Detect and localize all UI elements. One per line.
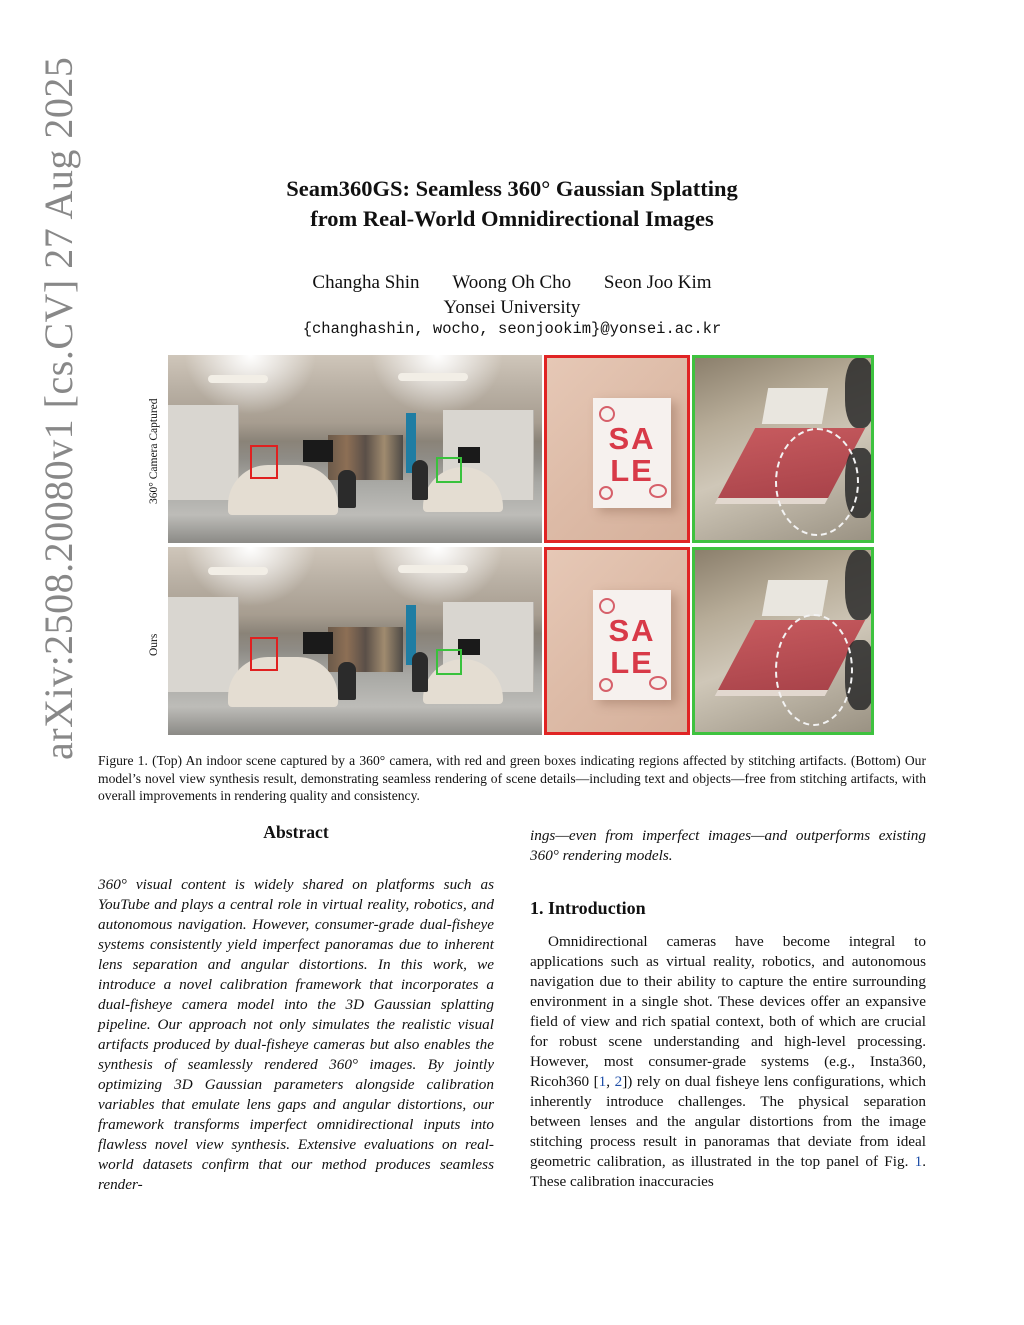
- row-label-top: 360° Camera Captured: [148, 398, 160, 504]
- figure-reference-link[interactable]: 1: [914, 1153, 923, 1170]
- artifact-box-red: [250, 445, 278, 479]
- title-line-2: from Real-World Omnidirectional Images: [310, 206, 714, 231]
- bag-text-line-2: LE: [610, 645, 654, 680]
- introduction-paragraph: [530, 932, 926, 1192]
- citation-separator: ,: [606, 1073, 615, 1090]
- abstract-heading: Abstract: [263, 822, 329, 842]
- arxiv-identifier: arXiv:2508.20080v1 [cs.CV] 27 Aug 2025: [36, 56, 81, 760]
- panorama-ours: [168, 547, 542, 735]
- author-1: Changha Shin: [312, 272, 420, 293]
- row-label-bottom: Ours: [148, 633, 160, 656]
- panorama-captured: [168, 355, 542, 543]
- bag-text-line-1: SA: [608, 421, 656, 456]
- title-line-1: Seam360GS: Seamless 360° Gaussian Splatting: [286, 176, 738, 201]
- region-ellipse: [775, 614, 853, 726]
- crop-green-captured: [692, 355, 874, 543]
- introduction-heading: 1. Introduction: [530, 898, 646, 918]
- crop-red-captured: [544, 355, 690, 543]
- artifact-ellipse: [775, 428, 859, 536]
- sale-bag: [593, 398, 671, 508]
- bag-text-line-1: SA: [608, 613, 656, 648]
- author-block: [0, 270, 1024, 320]
- region-box-red: [250, 637, 278, 671]
- author-names: [0, 270, 1024, 295]
- region-box-green: [436, 649, 462, 675]
- artifact-box-green: [436, 457, 462, 483]
- crop-red-ours: [544, 547, 690, 735]
- paper-title: [0, 174, 1024, 234]
- sale-bag: [593, 590, 671, 700]
- figure-caption: Figure 1. (Top) An indoor scene captured by a 360° camera, with red and green boxes indicating regions affected by stitching artifacts. (Bottom) Our model’s novel view synthesis result, demonstrating seamless rendering of scene details—including text and objects—free from stitching artifacts, with overall improvements in rendering quality and consistency.: [98, 753, 926, 804]
- author-email: {changhashin, wocho, seonjookim}@yonsei.ac.kr: [302, 320, 722, 338]
- bag-text-line-2: LE: [610, 453, 654, 488]
- intro-text-1: Omnidirectional cameras have become integral to applications such as virtual reality, robotics, and autonomous navigation due to their ability to capture the entire surrounding environment in a single shot. These devices offer an expansive field of view and rich spatial context, both of which are crucial for robust scene understanding and high-level processing. However, most consumer-grade systems (e.g., Insta360, Ricoh360 [: [530, 933, 926, 1090]
- abstract-text-continued: ings—even from imperfect images—and outperforms existing 360° rendering models.: [530, 827, 926, 864]
- affiliation: Yonsei University: [443, 297, 581, 318]
- author-2: Woong Oh Cho: [452, 272, 572, 293]
- abstract-text: 360° visual content is widely shared on platforms such as YouTube and plays a central role in virtual reality, robotics, and autonomous navigation. However, consumer-grade dual-fisheye systems consistently yield imperfect panoramas due to inherent lens separation and angular distortions. In this work, we introduce a novel calibration framework that incorporates a dual-fisheye camera model into the 3D Gaussian splatting pipeline. Our approach not only simulates the realistic visual artifacts produced by dual-fisheye cameras but also enables the synthesis of seamlessly rendered 360° images. By jointly optimizing 3D Gaussian parameters alongside calibration variables that emulate lens gaps and angular distortions, our framework transforms imperfect omnidirectional inputs into flawless novel view synthesis. Extensive evaluations on real-world datasets confirm that our method produces seamless render-: [98, 876, 494, 1193]
- crop-green-ours: [692, 547, 874, 735]
- citation-link-2[interactable]: 2: [614, 1073, 623, 1090]
- intro-text-2: ]) rely on dual fisheye lens configurations, which inherently introduce challenges. The physical separation between lenses and the angular distortions from the image stitching process result in panoramas that deviate from ideal geometric calibration, as illustrated in the top panel of Fig.: [530, 1073, 927, 1170]
- author-3: Seon Joo Kim: [603, 272, 712, 293]
- intro-text-3: . These calibration inaccuracies: [530, 1153, 926, 1190]
- citation-link-1[interactable]: 1: [598, 1073, 607, 1090]
